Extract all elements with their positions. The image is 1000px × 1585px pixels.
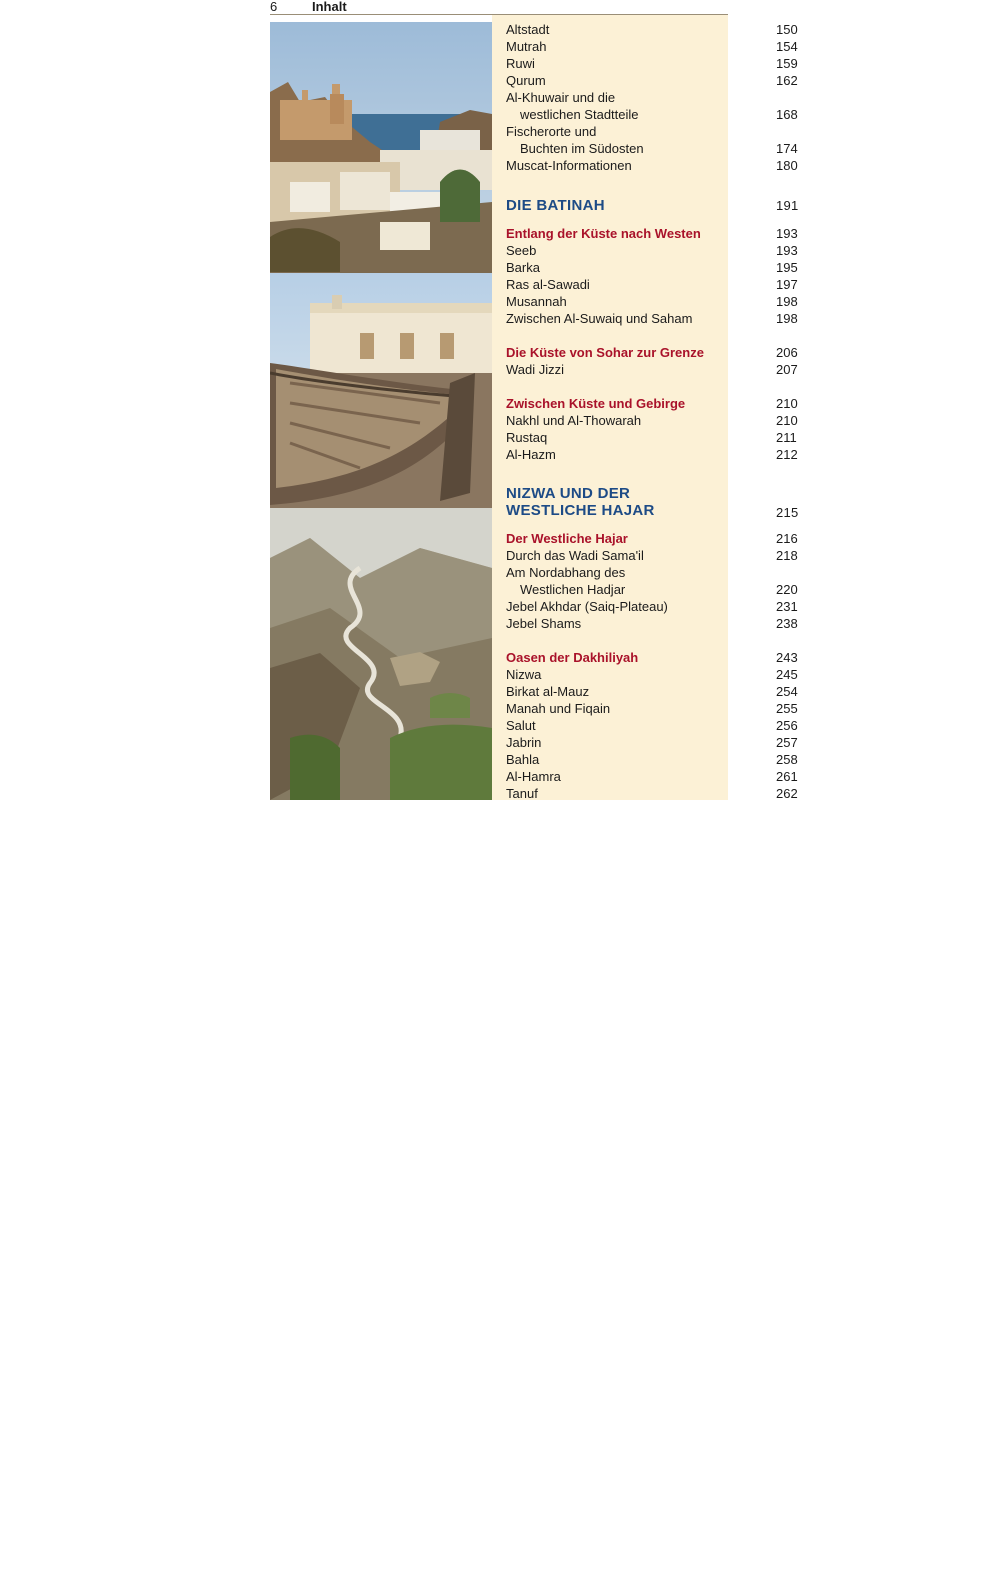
toc-entry[interactable]: [506, 666, 798, 683]
toc-subsection[interactable]: [506, 395, 798, 412]
toc-page-number: 206: [776, 345, 798, 360]
toc-label: Al-Hamra: [506, 769, 561, 784]
toc-entry[interactable]: [506, 21, 798, 38]
toc-label: Der Westliche Hajar: [506, 531, 628, 546]
toc-page-number: 180: [776, 158, 798, 173]
toc-subsection[interactable]: [506, 344, 798, 361]
toc-label: Altstadt: [506, 22, 550, 37]
toc-label: Seeb: [506, 243, 537, 258]
toc-label: Westlichen Hadjar: [520, 582, 626, 597]
toc-page-number: 159: [776, 56, 798, 71]
toc-page-number: 218: [776, 548, 798, 563]
toc-page-number: 198: [776, 311, 798, 326]
toc-entry[interactable]: [506, 361, 798, 378]
toc-entry[interactable]: [506, 446, 798, 463]
photo-mountain-road: [270, 508, 492, 800]
toc-page-number: 243: [776, 650, 798, 665]
toc-entry[interactable]: [506, 89, 728, 106]
table-of-contents: [492, 15, 799, 801]
toc-label: Rustaq: [506, 430, 548, 445]
toc-entry[interactable]: [506, 547, 798, 564]
toc-entry[interactable]: [506, 72, 798, 89]
toc-entry[interactable]: [506, 276, 798, 293]
toc-page-number: 211: [776, 430, 797, 445]
toc-entry[interactable]: [506, 38, 798, 55]
toc-label: Muscat-Informationen: [506, 158, 632, 173]
toc-subsection[interactable]: [506, 225, 798, 242]
toc-page-number: 238: [776, 616, 798, 631]
toc-label: Zwischen Küste und Gebirge: [506, 396, 686, 411]
toc-page-number: 207: [776, 362, 798, 377]
toc-subsection[interactable]: [506, 649, 798, 666]
toc-label: Al-Khuwair und die: [506, 90, 616, 105]
toc-page-number: 216: [776, 531, 798, 546]
toc-page-number: 254: [776, 684, 798, 699]
toc-label: Manah und Fiqain: [506, 701, 611, 716]
toc-label: Buchten im Südosten: [520, 141, 644, 156]
toc-page-number: 195: [776, 260, 798, 275]
toc-label: Am Nordabhang des: [506, 565, 626, 580]
toc-entry[interactable]: [506, 55, 798, 72]
toc-label: Musannah: [506, 294, 567, 309]
toc-label: Birkat al-Mauz: [506, 684, 590, 699]
toc-label: Qurum: [506, 73, 546, 88]
page-header: [270, 0, 728, 15]
toc-label: Oasen der Dakhiliyah: [506, 650, 639, 665]
toc-page-number: 198: [776, 294, 798, 309]
toc-page-number: 174: [776, 141, 798, 156]
toc-entry[interactable]: [506, 123, 728, 140]
toc-entry[interactable]: [506, 242, 798, 259]
toc-page-number: 215: [776, 505, 799, 520]
toc-label: Al-Hazm: [506, 447, 556, 462]
toc-entry[interactable]: [506, 717, 798, 734]
toc-chapter-heading[interactable]: DIE BATINAH 191: [506, 197, 728, 214]
toc-entry[interactable]: [506, 785, 798, 802]
toc-page-number: 210: [776, 396, 798, 411]
photo-column: [270, 22, 492, 800]
toc-entry[interactable]: [506, 581, 798, 598]
toc-label: Zwischen Al-Suwaiq und Saham: [506, 311, 693, 326]
toc-label: Fischerorte und: [506, 124, 597, 139]
toc-entry[interactable]: [506, 259, 798, 276]
toc-label: Salut: [506, 718, 536, 733]
photo-harbor-fort: [270, 22, 492, 273]
toc-page-number: 191: [776, 198, 799, 213]
toc-label: Jebel Akhdar (Saiq-Plateau): [506, 599, 668, 614]
toc-entry[interactable]: [506, 310, 798, 327]
toc-page-number: 262: [776, 786, 798, 801]
toc-entry[interactable]: [506, 293, 798, 310]
toc-page-number: 261: [776, 769, 798, 784]
toc-page-number: 257: [776, 735, 798, 750]
toc-page-number: 197: [776, 277, 798, 292]
toc-label: Tanuf: [506, 786, 538, 801]
toc-entry[interactable]: [506, 700, 798, 717]
toc-label: NIZWA UND DER: [506, 485, 631, 502]
toc-label: Wadi Jizzi: [506, 362, 565, 377]
toc-label: Nizwa: [506, 667, 542, 682]
toc-page-number: 212: [776, 447, 798, 462]
toc-label: Entlang der Küste nach Westen: [506, 226, 701, 241]
toc-label: Ras al-Sawadi: [506, 277, 590, 292]
toc-label: Nakhl und Al-Thowarah: [506, 413, 642, 428]
toc-entry[interactable]: [506, 429, 797, 446]
toc-entry[interactable]: [506, 768, 798, 785]
toc-page-number: 210: [776, 413, 798, 428]
toc-label: Die Küste von Sohar zur Grenze: [506, 345, 704, 360]
toc-label: Ruwi: [506, 56, 535, 71]
toc-page-number: 255: [776, 701, 798, 716]
toc-subsection[interactable]: [506, 530, 798, 547]
toc-chapter-heading[interactable]: [506, 485, 799, 520]
toc-entry[interactable]: [506, 412, 798, 429]
toc-label: Jabrin: [506, 735, 542, 750]
toc-entry[interactable]: [506, 140, 798, 157]
toc-page-number: 256: [776, 718, 798, 733]
toc-page-number: 154: [776, 39, 798, 54]
photo-wooden-boat: [270, 273, 492, 508]
toc-page-number: 245: [776, 667, 798, 682]
toc-page-number: 168: [776, 107, 798, 122]
toc-page-number: 162: [776, 73, 798, 88]
toc-entry[interactable]: [506, 598, 798, 615]
toc-label: Bahla: [506, 752, 540, 767]
toc-entry[interactable]: [506, 683, 798, 700]
toc-page-number: 150: [776, 22, 798, 37]
toc-page-number: 231: [776, 599, 798, 614]
toc-entry[interactable]: [506, 564, 728, 581]
toc-label: Jebel Shams: [506, 616, 582, 631]
toc-page-number: 193: [776, 243, 798, 258]
toc-page-number: 220: [776, 582, 798, 597]
toc-entry[interactable]: [506, 734, 798, 751]
toc-label: Barka: [506, 260, 540, 275]
toc-label: WESTLICHE HAJAR: [506, 502, 655, 519]
toc-page-number: 193: [776, 226, 798, 241]
toc-entry[interactable]: [506, 106, 798, 123]
toc-entry[interactable]: [506, 615, 798, 632]
toc-label: westlichen Stadtteile: [520, 107, 639, 122]
toc-entry[interactable]: [506, 157, 798, 174]
toc-label: Mutrah: [506, 39, 547, 54]
section-title: Inhalt: [312, 0, 347, 14]
book-page: [270, 0, 799, 801]
toc-entry[interactable]: [506, 751, 798, 768]
toc-label: Durch das Wadi Sama'il: [506, 548, 644, 563]
page-number: 6: [270, 0, 278, 14]
toc-page-number: 258: [776, 752, 798, 767]
